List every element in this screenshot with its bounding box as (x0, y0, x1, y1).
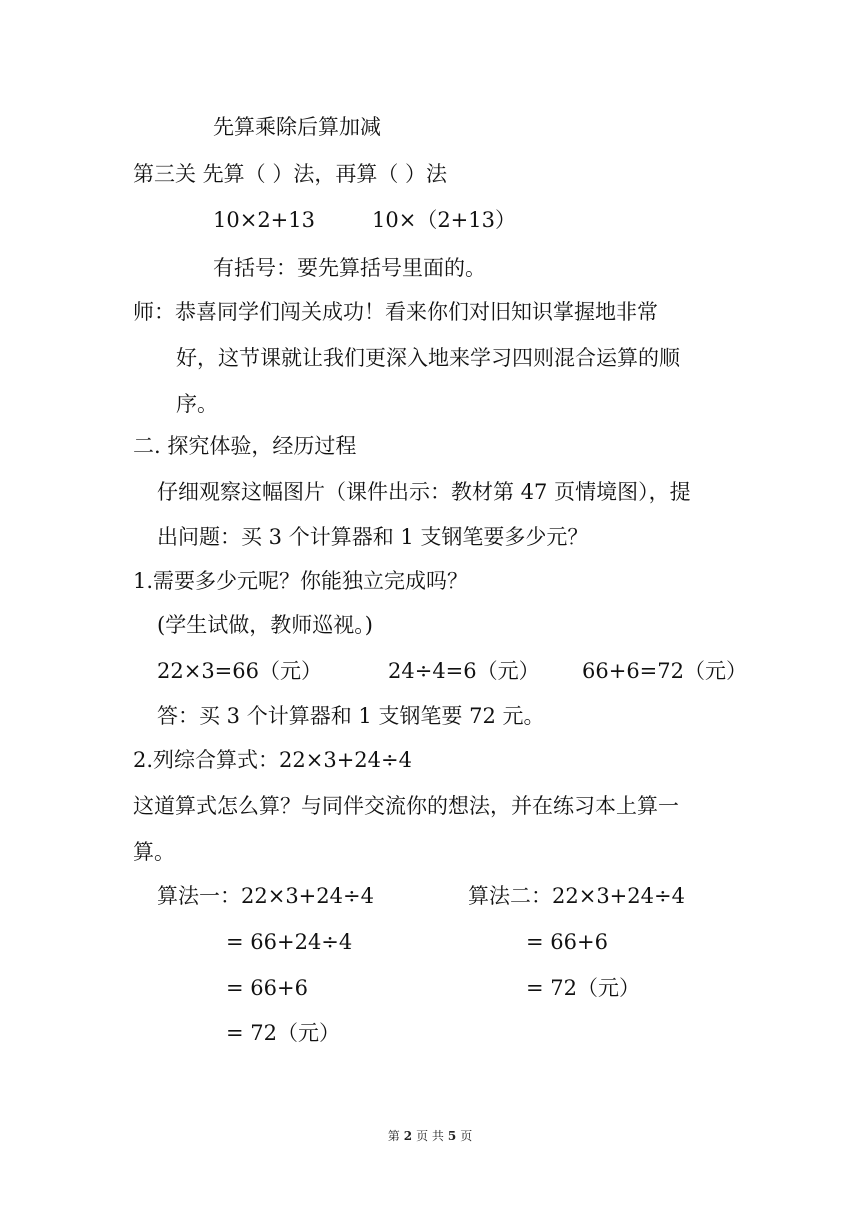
method-one-header: 算法一：22×3+24÷4 (157, 884, 374, 908)
answer-line: 答：买 3 个计算器和 1 支钢笔要 72 元。 (157, 704, 545, 728)
method-one-step-1: = 66+24÷4 (226, 930, 353, 954)
footer-total-pages: 5 (447, 1129, 457, 1143)
expression-a: 10×2+13 (213, 208, 315, 232)
method-two-header: 算法二：22×3+24÷4 (468, 884, 685, 908)
observe-line-2: 出问题：买 3 个计算器和 1 支钢笔要多少元？ (157, 525, 589, 549)
method-one-step-2: = 66+6 (226, 976, 308, 1000)
calc-step-1: 22×3=66（元） (157, 659, 322, 683)
discussion-line-2: 算。 (133, 840, 175, 864)
page-footer (0, 1128, 860, 1144)
teacher-speech-line-3: 序。 (176, 392, 218, 416)
footer-mid: 页 共 (416, 1129, 444, 1143)
student-trial-note: (学生试做，教师巡视。) (157, 613, 373, 637)
teacher-speech-line-2: 好，这节课就让我们更深入地来学习四则混合运算的顺 (176, 346, 680, 370)
calc-step-3: 66+6=72（元） (582, 659, 747, 683)
footer-prefix: 第 (387, 1129, 400, 1143)
text-line-parentheses-rule: 有括号：要先算括号里面的。 (213, 256, 486, 280)
question-1: 1.需要多少元呢？你能独立完成吗？ (133, 569, 469, 593)
method-two-step-2: = 72（元） (526, 976, 640, 1000)
teacher-speech-line-1: 师：恭喜同学们闯关成功！看来你们对旧知识掌握地非常 (133, 300, 658, 324)
discussion-line-1: 这道算式怎么算？与同伴交流你的想法，并在练习本上算一 (133, 794, 679, 818)
footer-page-number: 2 (403, 1129, 413, 1143)
section-heading: 二. 探究体验，经历过程 (133, 434, 357, 458)
calc-step-2: 24÷4=6（元） (388, 659, 540, 683)
combined-expression-line: 2.列综合算式：22×3+24÷4 (133, 748, 412, 772)
observe-line-1: 仔细观察这幅图片（课件出示：教材第 47 页情境图），提 (157, 480, 691, 504)
footer-suffix: 页 (460, 1129, 473, 1143)
text-line-rule: 先算乘除后算加减 (213, 115, 381, 139)
text-line-level-three: 第三关 先算（ ）法，再算（ ）法 (133, 162, 448, 186)
expression-b: 10×（2+13） (372, 208, 516, 232)
method-two-step-1: = 66+6 (526, 930, 608, 954)
method-one-step-3: = 72（元） (226, 1021, 340, 1045)
